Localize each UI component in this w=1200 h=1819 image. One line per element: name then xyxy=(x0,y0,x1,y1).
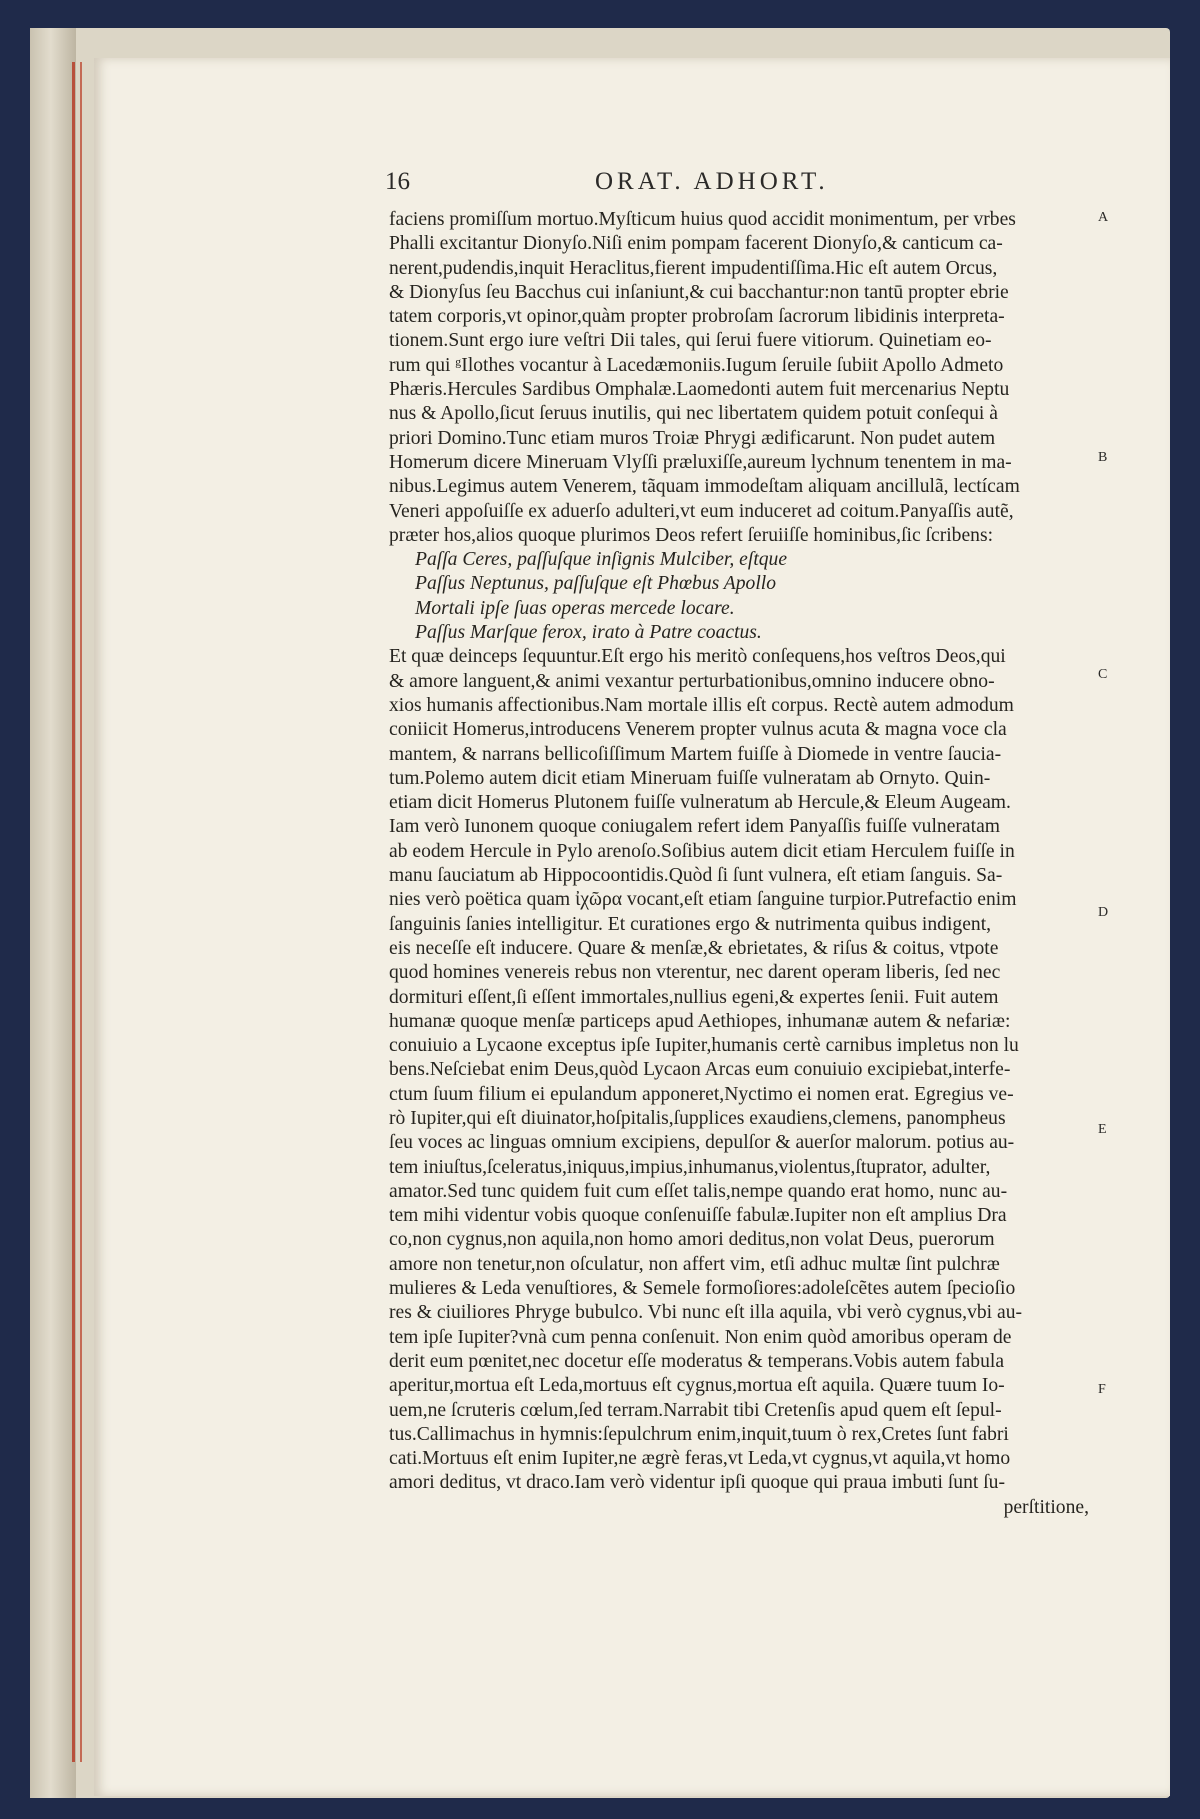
text-line: dormituri eſſent,ſi eſſent immortales,nullius egeni,& expertes ſenii. Fuit autem xyxy=(389,986,999,1008)
text-line: conuiuio a Lycaone exceptus ipſe Iupiter,humanis certè carnibus impletus non lu xyxy=(389,1035,1019,1057)
text-line: ctum ſuum filium ei epulandum apponeret,Nyctimo ei nomen erat. Egregius ve- xyxy=(389,1083,1014,1105)
text-line: priori Domino.Tunc etiam muros Troiæ Phrygi ædificarunt. Non pudet autem xyxy=(389,427,996,449)
text-line: ſanguinis ſanies intelligitur. Et curationes ergo & nutrimenta quibus indigent, xyxy=(389,913,992,935)
verse-line: Paſſa Ceres, paſſuſque inſignis Mulciber, eſtque xyxy=(415,549,788,571)
catchword: perſtitione, xyxy=(1003,1496,1089,1518)
text-line: Phæris.Hercules Sardibus Omphalæ.Laomedonti autem fuit mercenarius Neptu xyxy=(389,379,1010,401)
margin-letter: C xyxy=(1098,667,1108,682)
text-line: amore non tenetur,non oſculatur, non affert vim, etſi adhuc multæ ſint pulchræ xyxy=(389,1253,1000,1275)
text-line: uem,ne ſcruteris cœlum,ſed terram.Narrabit tibi Cretenſis apud quem eſt ſepul- xyxy=(389,1399,1002,1421)
text-line: co,non cygnus,non aquila,non homo amori deditus,non volat Deus, puerorum xyxy=(389,1229,995,1251)
text-line: nerent,pudendis,inquit Heraclitus,fierent impudentiſſima.Hic eſt autem Orcus, xyxy=(389,257,998,279)
text-line: nibus.Legimus autem Venerem, tãquam immodeſtam aliquam ancillulã, lectícam xyxy=(389,476,1020,498)
text-line: mulieres & Leda venuſtiores, & Semele formoſiores:adoleſcẽtes autem ſpecioſio xyxy=(389,1278,1016,1300)
text-line: & amore languent,& animi vexantur perturbationibus,omnino inducere obno- xyxy=(389,670,995,692)
text-line: xios humanis affectionibus.Nam mortale illis eſt corpus. Rectè autem admodum xyxy=(389,694,1014,716)
text-line: ab eodem Hercule in Pylo arenoſo.Soſibius autem dicit etiam Herculem fuiſſe in xyxy=(389,840,1015,862)
page-edge-red xyxy=(72,62,75,1762)
running-head xyxy=(385,168,945,208)
margin-letter: E xyxy=(1098,1122,1107,1137)
margin-letter: B xyxy=(1098,450,1108,465)
verse-line: Paſſus Neptunus, paſſuſque eſt Phœbus Apollo xyxy=(415,573,777,595)
text-line: tionem.Sunt ergo iure veſtri Dii tales, qui ſerui fuere vitiorum. Quinetiam eo- xyxy=(389,330,992,352)
text-line: tem ipſe Iupiter?vnà cum penna conſenuit. Non enim quòd amoribus operam de xyxy=(389,1326,1012,1348)
text-line: Et quæ deinceps ſequuntur.Eſt ergo his meritò conſequens,hos veſtros Deos,qui xyxy=(389,646,1006,668)
text-line: tem iniuſtus,ſceleratus,iniquus,impius,inhumanus,violentus,ſtuprator, adulter, xyxy=(389,1156,991,1178)
text-line: etiam dicit Homerus Plutonem fuiſſe vulneratum ab Hercule,& Eleum Augeam. xyxy=(389,792,1011,814)
verse-line: Paſſus Marſque ferox, irato à Patre coactus. xyxy=(415,622,762,644)
text-line: Veneri appoſuiſſe ex aduerſo adulteri,vt eum induceret ad coitum.Panyaſſis autẽ, xyxy=(389,500,1014,522)
text-line: eis neceſſe eſt inducere. Quare & menſæ,& ebrietates, & riſus & coitus, vtpote xyxy=(389,937,999,959)
page-edge-red-inner xyxy=(80,62,82,1762)
text-line: bens.Neſciebat enim Deus,quòd Lycaon Arcas eum conuiuio excipiebat,interfe- xyxy=(389,1059,1011,1081)
text-line: coniicit Homerus,introducens Venerem propter vulnus acuta & magna voce cla xyxy=(389,719,1007,741)
text-line: amori deditus, vt draco.Iam verò videntur ipſi quoque qui praua imbuti ſunt ſu- xyxy=(389,1472,1005,1494)
text-line: derit eum pœnitet,nec docetur eſſe moderatus & temperans.Vobis autem fabula xyxy=(389,1350,1005,1372)
text-line: manu ſauciatum ab Hippocoontidis.Quòd ſi ſunt vulnera, eſt etiam ſanguis. Sa- xyxy=(389,865,1003,887)
text-line: tatem corporis,vt opinor,quàm propter probroſam ſacrorum libidinis interpreta- xyxy=(389,306,1005,328)
text-line: Homerum dicere Mineruam Vlyſſi præluxiſſe,aureum lychnum tenentem in ma- xyxy=(389,451,1012,473)
running-title: ORAT. ADHORT. xyxy=(595,168,829,195)
text-line: cati.Mortuus eſt enim Iupiter,ne ægrè feras,vt Leda,vt cygnus,vt aquila,vt homo xyxy=(389,1448,1011,1470)
text-line: nus & Apollo,ſicut ſeruus inutilis, qui nec libertatem quidem potuit conſequi à xyxy=(389,403,998,425)
text-line: tem mihi videntur vobis quoque conſenuiſſe fabulæ.Iupiter non eſt amplius Dra xyxy=(389,1205,1007,1227)
margin-letter: D xyxy=(1098,905,1109,920)
text-line: tus.Callimachus in hymnis:ſepulchrum enim,inquit,tuum ò rex,Cretes ſunt fabri xyxy=(389,1423,1009,1445)
body-text xyxy=(389,208,1089,1520)
text-line: rò Iupiter,qui eſt diuinator,hoſpitalis,ſupplices exaudiens,clemens, panompheus xyxy=(389,1107,1006,1129)
text-line: nies verò poëtica quam ἰχῶρα vocant,eſt etiam ſanguine turpior.Putrefactio enim xyxy=(389,889,1017,911)
margin-letter: F xyxy=(1098,1382,1106,1397)
text-line: res & ciuiliores Phryge bubulco. Vbi nunc eſt illa aquila, vbi verò cygnus,vbi au- xyxy=(389,1302,1023,1324)
text-line: Iam verò Iunonem quoque coniugalem refert idem Panyaſſis fuiſſe vulneratam xyxy=(389,816,1001,838)
text-line: quod homines venereis rebus non vterentur, nec darent operam liberis, ſed nec xyxy=(389,962,1001,984)
text-line: faciens promiſſum mortuo.Myſticum huius quod accidit monimentum, per vrbes xyxy=(389,209,1016,230)
margin-letter: A xyxy=(1098,210,1109,225)
text-line: amator.Sed tunc quidem fuit cum eſſet talis,nempe quando erat homo, nunc au- xyxy=(389,1180,1008,1202)
page-number: 16 xyxy=(385,168,410,195)
text-line: & Dionyſus ſeu Bacchus cui inſaniunt,& cui bacchantur:non tantū propter ebrie xyxy=(389,281,1009,303)
text-line: humanæ quoque menſæ particeps apud Aethiopes, inhumanæ autem & nefariæ: xyxy=(389,1010,1011,1032)
text-line: aperitur,mortua eſt Leda,mortuus eſt cygnus,mortua eſt aquila. Quære tuum Io- xyxy=(389,1375,1005,1397)
text-line: Phalli excitantur Dionyſo.Niſi enim pompam facerent Dionyſo,& canticum ca- xyxy=(389,233,1003,255)
verse-line: Mortali ipſe ſuas operas mercede locare. xyxy=(415,597,735,619)
book-spine xyxy=(30,28,76,1798)
text-line: tum.Polemo autem dicit etiam Mineruam fuiſſe vulneratam ab Ornyto. Quin- xyxy=(389,767,991,789)
text-line: mantem, & narrans bellicoſiſſimum Martem fuiſſe à Diomede in ventre ſaucia- xyxy=(389,743,1002,765)
text-line: præter hos,alios quoque plurimos Deos refert ſeruiiſſe hominibus,ſic ſcribens: xyxy=(389,524,994,546)
text-line: ſeu voces ac linguas omnium excipiens, depulſor & auerſor malorum. potius au- xyxy=(389,1132,1015,1154)
text-line: rum qui ᵍIlothes vocantur à Lacedæmoniis.Iugum ſeruile ſubiit Apollo Admeto xyxy=(389,354,1004,376)
